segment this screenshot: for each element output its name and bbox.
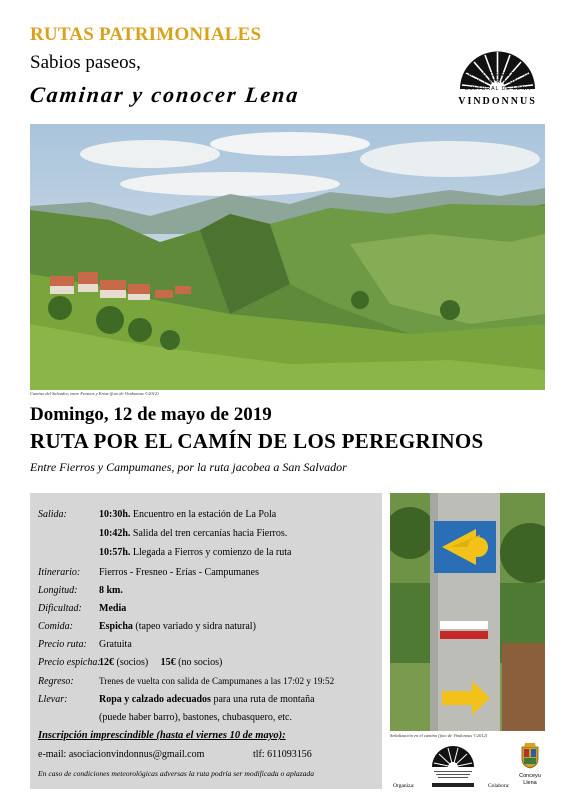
salida-line-1: 10:30h. Encuentro en la estación de La Pola bbox=[99, 509, 277, 520]
series-title: RUTAS PATRIMONIALES bbox=[30, 24, 262, 45]
dificultad-value: Media bbox=[99, 603, 127, 614]
route-title: RUTA POR EL CAMÍN DE LOS PEREGRINOS bbox=[30, 429, 484, 453]
comida-label: Comida: bbox=[38, 621, 73, 632]
logo-caption: GRUPO DE ESTUDIO DEL PATRIMONIO CULTURAL DE LENA bbox=[463, 72, 532, 92]
waymark-photo bbox=[390, 493, 545, 731]
logo-name: VINDONNUS bbox=[458, 96, 537, 107]
llevar-value: Ropa y calzado adecuados para una ruta de montaña bbox=[99, 694, 315, 705]
organiza-label: Organiza: bbox=[393, 783, 415, 789]
regreso-label: Regreso: bbox=[38, 676, 74, 687]
conceyu-label: Conceyu Llena bbox=[519, 773, 541, 786]
itinerario-value: Fierros - Fresneo - Erías - Campumanes bbox=[99, 567, 259, 578]
salida-line-3: 10:57h. Llegada a Fierros y comienzo de la ruta bbox=[99, 547, 292, 558]
contact-email: e-mail: asociacionvindonnus@gmail.com bbox=[38, 749, 205, 760]
weather-note: En caso de condiciones meteorológicas adversas la ruta podría ser modificada o aplazada bbox=[38, 769, 315, 778]
route-subtitle: Entre Fierros y Campumanes, por la ruta jacobea a San Salvador bbox=[30, 460, 347, 474]
longitud-label: Longitud: bbox=[38, 585, 78, 596]
series-slogan: Caminar y conocer Lena bbox=[28, 82, 301, 107]
itinerario-label: Itinerario: bbox=[38, 567, 81, 578]
waymark-caption: Señalización en el camino (foto de Vindonnus ©2012) bbox=[390, 733, 488, 738]
salida-label: Salida: bbox=[38, 509, 67, 520]
details-panel bbox=[30, 493, 382, 789]
comida-value: Espicha (tapeo variado y sidra natural) bbox=[99, 621, 256, 632]
precio-ruta-label: Precio ruta: bbox=[38, 639, 87, 650]
colabora-label: Colabora: bbox=[488, 783, 510, 789]
conceyu-shield-icon bbox=[519, 741, 541, 769]
contact-phone: tlf: 611093156 bbox=[253, 749, 312, 760]
photo-caption: Camino del Salvador, entre Fresnos y Erias (foto de Vindonnus ©2012) bbox=[30, 391, 159, 396]
landscape-photo bbox=[30, 124, 545, 390]
precio-espicha-value: 12€ (socios) 15€ (no socios) bbox=[99, 657, 223, 668]
salida-line-2: 10:42h. Salida del tren cercanías hacia Fierros. bbox=[99, 528, 288, 539]
longitud-value: 8 km. bbox=[99, 585, 123, 596]
precio-espicha-label: Precio espicha: bbox=[38, 657, 101, 668]
llevar-line-2: (puede haber barro), bastones, chubasquero, etc. bbox=[99, 712, 292, 723]
precio-ruta-value: Gratuita bbox=[99, 639, 132, 650]
event-date: Domingo, 12 de mayo de 2019 bbox=[30, 404, 272, 425]
organizer-logo bbox=[424, 741, 482, 793]
regreso-value: Trenes de vuelta con salida de Campumanes a las 17:02 y 19:52 bbox=[99, 676, 335, 686]
series-subtitle: Sabios paseos, bbox=[30, 52, 141, 73]
llevar-label: Llevar: bbox=[38, 694, 68, 705]
dificultad-label: Dificultad: bbox=[38, 603, 82, 614]
inscripcion-notice: Inscripción imprescindible (hasta el viernes 10 de mayo): bbox=[38, 730, 286, 741]
